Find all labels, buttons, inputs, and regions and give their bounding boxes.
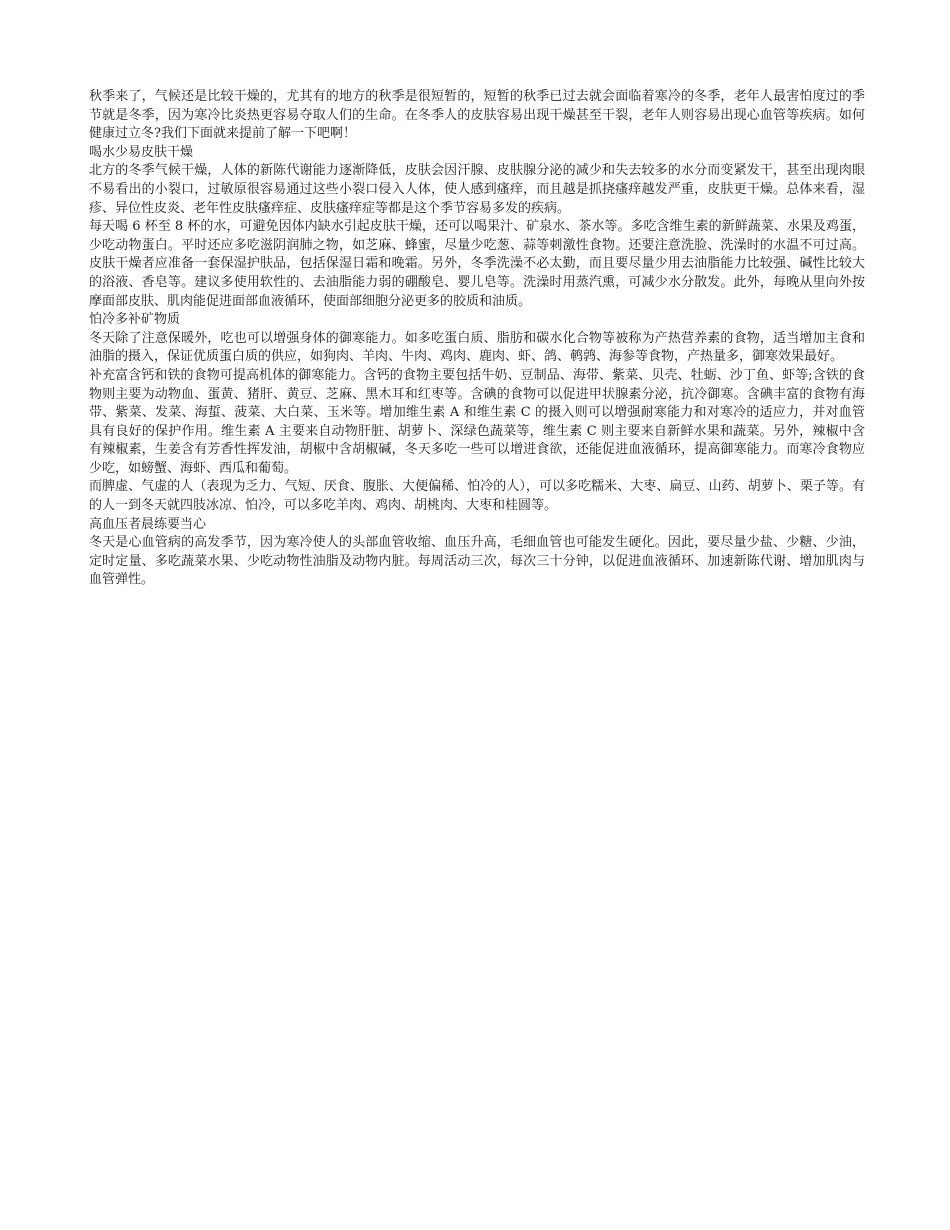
minerals-paragraph-3: 而脾虚、气虚的人（表现为乏力、气短、厌食、腹胀、大便偏稀、怕冷的人），可以多吃糯米、大枣、扁豆、山药、胡萝卜、栗子等。有的人一到冬天就四肢冰凉、怕冷，可以多吃羊肉、鸡肉、胡桃肉、大枣和桂圆等。 <box>89 479 865 514</box>
minerals-paragraph-2: 补充富含钙和铁的食物可提高机体的御寒能力。含钙的食物主要包括牛奶、豆制品、海带、紫菜、贝壳、牡蛎、沙丁鱼、虾等;含铁的食物则主要为动物血、蛋黄、猪肝、黄豆、芝麻、黑木耳和红枣等。含碘的食物可以促进甲状腺素分泌，抗冷御寒。含碘丰富的食物有海带、紫菜、发菜、海蜇、菠菜、大白菜、玉米等。增加维生素 A 和维生素 C 的摄入则可以增强耐寒能力和对寒冷的适应力，并对血管具有良好的保护作用。维生素 A 主要来自动物肝脏、胡萝卜、深绿色蔬菜等，维生素 C 则主要来自新鲜水果和蔬菜。另外，辣椒中含有辣椒素，生姜含有芳香性挥发油，胡椒中含胡椒碱，冬天多吃一些可以增进食欲，还能促进血液循环，提高御寒能力。而寒冷食物应少吃，如螃蟹、海虾、西瓜和葡萄。 <box>89 367 865 476</box>
section-heading-hypertension: 高血压者晨练要当心 <box>89 516 207 532</box>
dry-skin-paragraph-2: 每天喝 6 杯至 8 杯的水，可避免因体内缺水引起皮肤干燥，还可以喝果汁、矿泉水、茶水等。多吃含维生素的新鲜蔬菜、水果及鸡蛋，少吃动物蛋白。平时还应多吃滋阴润肺之物，如芝麻、蜂蜜，尽量少吃葱、蒜等刺激性食物。还要注意洗脸、洗澡时的水温不可过高。皮肤干燥者应准备一套保湿护肤品，包括保湿日霜和晚霜。另外，冬季洗澡不必太勤，而且要尽量少用去油脂能力比较强、碱性比较大的浴液、香皂等。建议多使用软性的、去油脂能力弱的硼酸皂、婴儿皂等。洗澡时用蒸汽熏，可减少水分散发。此外，每晚从里向外按摩面部皮肤、肌肉能促进面部血液循环，使面部细胞分泌更多的胶质和油质。 <box>89 219 865 309</box>
section-heading-dry-skin: 喝水少易皮肤干燥 <box>89 144 194 160</box>
dry-skin-paragraph-1: 北方的冬季气候干燥，人体的新陈代谢能力逐渐降低，皮肤会因汗腺、皮肤腺分泌的减少和失去较多的水分而变紧发干，甚至出现肉眼不易看出的小裂口，过敏原很容易通过这些小裂口侵入人体，使人感到瘙痒，而且越是抓挠瘙痒越发严重，皮肤更干燥。总体来看，湿疹、异位性皮炎、老年性皮肤瘙痒症、皮肤瘙痒症等都是这个季节容易多发的疾病。 <box>89 163 865 216</box>
intro-paragraph: 秋季来了，气候还是比较干燥的，尤其有的地方的秋季是很短暂的，短暂的秋季已过去就会面临着寒冷的冬季，老年人最害怕度过的季节就是冬季，因为寒冷比炎热更容易夺取人们的生命。在冬季人的皮肤容易出现干燥甚至干裂，老年人则容易出现心血管等疾病。如何健康过立冬?我们下面就来提前了解一下吧啊！ <box>89 89 865 142</box>
minerals-paragraph-1: 冬天除了注意保暖外，吃也可以增强身体的御寒能力。如多吃蛋白质、脂肪和碳水化合物等被称为产热营养素的食物，适当增加主食和油脂的摄入，保证优质蛋白质的供应，如狗肉、羊肉、牛肉、鸡肉、鹿肉、虾、鸽、鹌鹑、海参等食物，产热量多，御寒效果最好。 <box>89 330 865 365</box>
hypertension-paragraph-1: 冬天是心血管病的高发季节，因为寒冷使人的头部血管收缩、血压升高，毛细血管也可能发生硬化。因此，要尽量少盐、少糖、少油，定时定量、多吃蔬菜水果、少吃动物性油脂及动物内脏。每周活动三次，每次三十分钟，以促进血液循环、加速新陈代谢、增加肌肉与血管弹性。 <box>89 535 865 588</box>
section-heading-minerals: 怕冷多补矿物质 <box>89 312 181 328</box>
